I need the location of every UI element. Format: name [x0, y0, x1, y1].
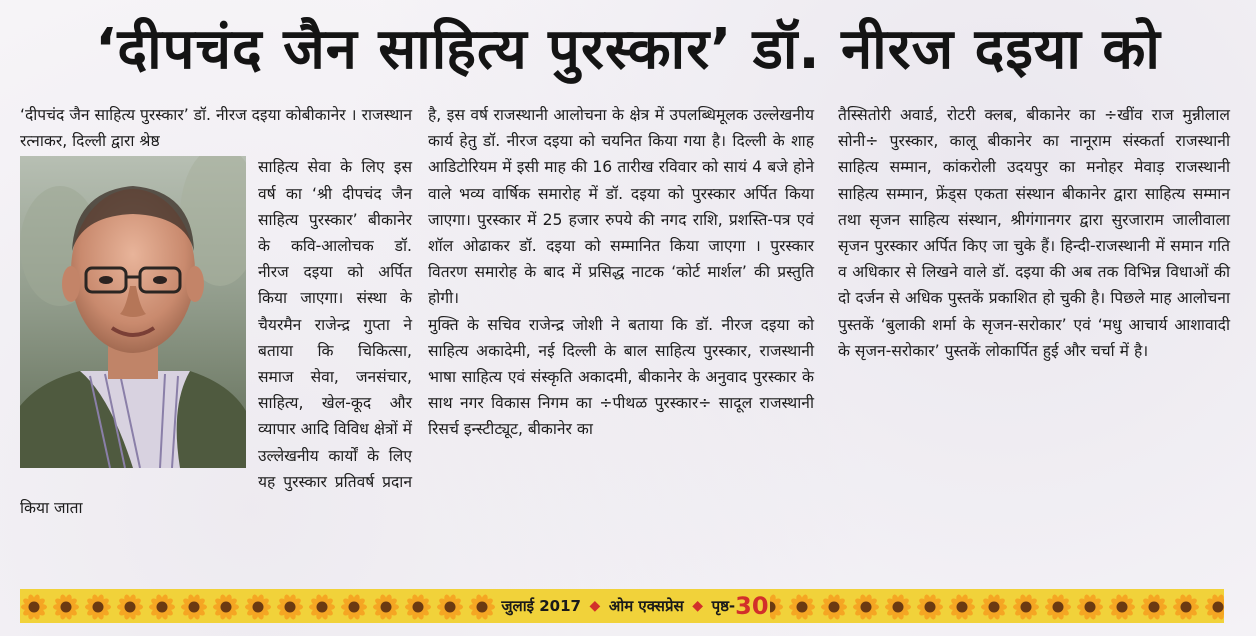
page-footer [20, 589, 1224, 623]
article-paragraph: है, इस वर्ष राजस्थानी आलोचना के क्षेत्र में उपलब्धिमूलक उल्लेखनीय कार्य हेतु डॉ. नीरज दइया को चयनित किया गया है। दिल्ली के शाह आडिटोरियम में इसी माह की 16 तारीख रविवार को सायं 4 बजे होने वाले भव्य वार्षिक समारोह में डॉ. दइया को पुरस्कार अर्पित किया जाएगा। पुरस्कार में 25 हजार रुपये की नगद राशि, प्रशस्ति-पत्र एवं शॉल ओढाकर डॉ. दइया को सम्मानित किया जाएगा । पुरस्कार वितरण समारोह के बाद में प्रसिद्ध नाटक ‘कोर्ट मार्शल’ की प्रस्तुति होगी। [428, 106, 814, 308]
sunflower-icon [885, 594, 911, 621]
article-column-1 [20, 102, 412, 521]
article-paragraph: मुक्ति के सचिव राजेन्द्र जोशी ने बताया कि डॉ. नीरज दइया को साहित्य अकादेमी, नई दिल्ली के बाल साहित्य पुरस्कार, राजस्थानी भाषा साहित्य एवं संस्कृति अकादमी, बीकानेर के अनुवाद पुरस्कार के साथ नगर विकास निगम का ÷पीथळ पुरस्कार÷ सादूल राजस्थानी रिसर्च इन्स्टीट्यूट, बीकानेर का [428, 315, 814, 439]
sunflower-icon [1173, 594, 1199, 621]
sunflower-icon [405, 594, 431, 621]
sunflower-icon [245, 594, 271, 621]
sunflower-icon [437, 594, 463, 621]
diamond-separator-icon: ◆ [589, 598, 601, 614]
sunflower-icon [917, 594, 943, 621]
sunflower-icon [1141, 594, 1167, 621]
sunflower-icon [181, 594, 207, 621]
article-intro-text: ‘दीपचंद जैन साहित्य पुरस्कार’ डॉ. नीरज दइया कोबीकानेर । राजस्थान रत्नाकर, दिल्ली द्वारा श्रेष्ठ [20, 106, 412, 151]
sunflower-icon [373, 594, 399, 621]
diamond-separator-icon: ◆ [692, 598, 703, 614]
page-info [500, 589, 770, 623]
sunflower-icon [1013, 594, 1039, 621]
sunflower-icon [53, 594, 79, 621]
sunflower-icon [117, 594, 143, 621]
sunflower-icon [469, 594, 495, 621]
sunflower-icon [309, 594, 335, 621]
sunflower-icon [1109, 594, 1135, 621]
sunflower-icon [85, 594, 111, 621]
sunflower-icon [1077, 594, 1103, 621]
sunflower-icon [21, 594, 47, 621]
page-label: पृष्ठ- [711, 597, 736, 615]
sunflower-icon [789, 594, 815, 621]
article-body-text: साहित्य सेवा के लिए इस वर्ष का ‘श्री दीपचंद जैन साहित्य पुरस्कार’ बीकानेर के कवि-आलोचक डॉ. नीरज दइया को अर्पित किया जाएगा। संस्था के चैयरमैन राजेन्द्र गुप्ता ने बताया कि चिकित्सा, समाज सेवा, जनसंचार, साहित्य, खेल-कूद और व्यापार आदि विविध क्षेत्रों में उल्लेखनीय कार्यों के लिए यह पुरस्कार प्रतिवर्ष प्रदान किया जाता [20, 158, 412, 518]
sunflower-icon [853, 594, 879, 621]
sunflower-icon [1205, 594, 1224, 621]
page-number: 30 [735, 592, 769, 620]
article-column-3 [838, 102, 1230, 364]
author-photo [20, 156, 246, 468]
sunflower-icon [821, 594, 847, 621]
article-paragraph: तैस्सितोरी अवार्ड, रोटरी क्लब, बीकानेर का ÷खींव राज मुन्नीलाल सोनी÷ पुरस्कार, कालू बीकानेर का नानूराम संस्कर्ता राजस्थानी साहित्य सम्मान, कांकरोली उदयपुर का मनोहर मेवाड़ राजस्थानी साहित्य सम्मान, फ्रेंड्स एकता संस्थान बीकानेर द्वारा साहित्य सम्मान तथा सृजन साहित्य संस्थान, श्रीगंगानगर द्वारा सुरजाराम जालीवाला सृजन पुरस्कार अर्पित किए जा चुके हैं। हिन्दी-राजस्थानी में समान गति व अधिकार से लिखने वाले डॉ. दइया की अब तक विभिन्न विधाओं की दो दर्जन से अधिक पुस्तकें प्रकाशित हो चुकी है। पिछले माह आलोचना पुस्तकें ‘बुलाकी शर्मा के सृजन-सरोकार’ एवं ‘मधु आचार्य आशावादी के सृजन-सरोकार’ पुस्तकें लोकार्पित हुई और चर्चा में है। [838, 106, 1230, 360]
publication-name: ओम एक्सप्रेस [608, 597, 684, 615]
sunflower-icon [949, 594, 975, 621]
sunflower-icon [981, 594, 1007, 621]
sunflower-icon [1045, 594, 1071, 621]
article-column-2 [428, 102, 814, 443]
sunflower-icon [213, 594, 239, 621]
sunflower-icon [277, 594, 303, 621]
issue-date: जुलाई 2017 [501, 597, 581, 615]
article-headline: ‘दीपचंद जैन साहित्य पुरस्कार’ डॉ. नीरज दइया को [95, 17, 1161, 82]
sunflower-icon [341, 594, 367, 621]
sunflower-icon [149, 594, 175, 621]
